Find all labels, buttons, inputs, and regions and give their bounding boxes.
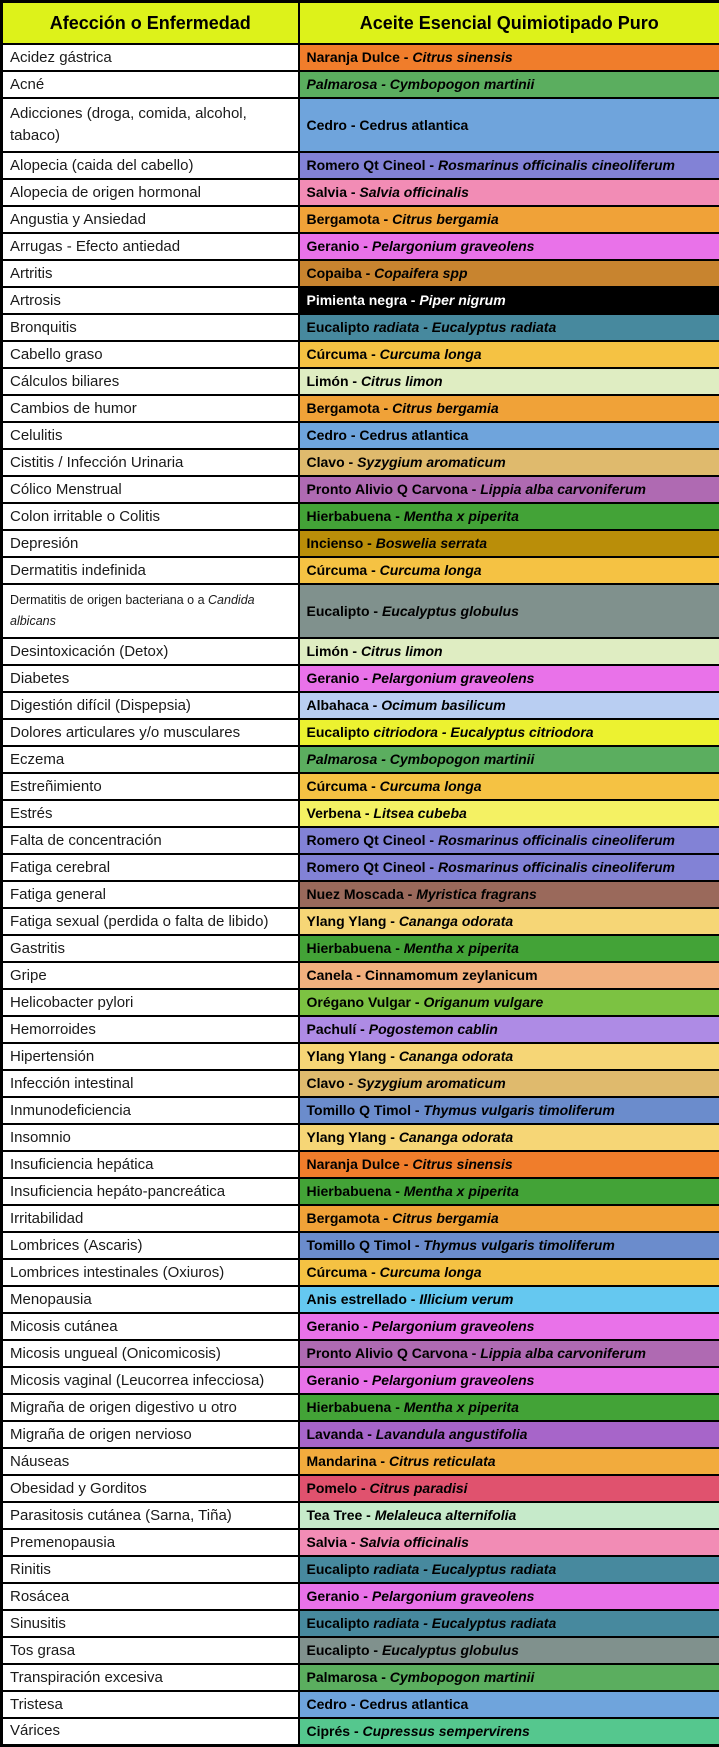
condition-cell: Artritis	[2, 260, 299, 287]
condition-cell: Gripe	[2, 962, 299, 989]
condition-cell: Angustia y Ansiedad	[2, 206, 299, 233]
oil-cell: Naranja Dulce - Citrus sinensis	[299, 44, 719, 71]
oil-cell: Pachulí - Pogostemon cablin	[299, 1016, 719, 1043]
condition-cell: Colon irritable o Colitis	[2, 503, 299, 530]
condition-cell: Fatiga cerebral	[2, 854, 299, 881]
condition-cell: Tristesa	[2, 1691, 299, 1718]
condition-cell: Dolores articulares y/o musculares	[2, 719, 299, 746]
table-row	[2, 206, 719, 233]
table-row	[2, 1124, 719, 1151]
column-header-oil: Aceite Esencial Quimiotipado Puro	[299, 2, 719, 45]
table-row	[2, 1637, 719, 1664]
oil-cell: Orégano Vulgar - Origanum vulgare	[299, 989, 719, 1016]
table-row	[2, 152, 719, 179]
condition-cell: Micosis vaginal (Leucorrea infecciosa)	[2, 1367, 299, 1394]
table-row	[2, 1205, 719, 1232]
oil-cell: Clavo - Syzygium aromaticum	[299, 1070, 719, 1097]
condition-cell: Tos grasa	[2, 1637, 299, 1664]
table-row	[2, 1475, 719, 1502]
table-row	[2, 962, 719, 989]
oil-cell: Pronto Alivio Q Carvona - Lippia alba carvoniferum	[299, 1340, 719, 1367]
oil-cell: Bergamota - Citrus bergamia	[299, 206, 719, 233]
oil-cell: Romero Qt Cineol - Rosmarinus officinalis cineoliferum	[299, 854, 719, 881]
condition-cell: Insuficiencia hepática	[2, 1151, 299, 1178]
condition-cell: Estrés	[2, 800, 299, 827]
oil-cell: Salvia - Salvia officinalis	[299, 179, 719, 206]
table-row	[2, 1421, 719, 1448]
table-row	[2, 1151, 719, 1178]
condition-cell: Gastritis	[2, 935, 299, 962]
oil-cell: Verbena - Litsea cubeba	[299, 800, 719, 827]
table-row	[2, 1502, 719, 1529]
oil-cell: Geranio - Pelargonium graveolens	[299, 1583, 719, 1610]
oil-cell: Clavo - Syzygium aromaticum	[299, 449, 719, 476]
condition-cell: Transpiración excesiva	[2, 1664, 299, 1691]
condition-cell: Desintoxicación (Detox)	[2, 638, 299, 665]
table-row	[2, 503, 719, 530]
condition-cell: Acné	[2, 71, 299, 98]
oil-cell: Geranio - Pelargonium graveolens	[299, 1313, 719, 1340]
table-row	[2, 98, 719, 152]
oil-cell: Limón - Citrus limon	[299, 368, 719, 395]
condition-cell: Irritabilidad	[2, 1205, 299, 1232]
oil-cell: Hierbabuena - Mentha x piperita	[299, 503, 719, 530]
oil-cell: Hierbabuena - Mentha x piperita	[299, 935, 719, 962]
oil-cell: Naranja Dulce - Citrus sinensis	[299, 1151, 719, 1178]
condition-cell: Hipertensión	[2, 1043, 299, 1070]
oil-cell: Pomelo - Citrus paradisi	[299, 1475, 719, 1502]
table-row	[2, 1016, 719, 1043]
table-row	[2, 368, 719, 395]
table-row	[2, 260, 719, 287]
condition-cell: Acidez gástrica	[2, 44, 299, 71]
oil-cell: Canela - Cinnamomum zeylanicum	[299, 962, 719, 989]
table-row	[2, 1097, 719, 1124]
condition-cell: Diabetes	[2, 665, 299, 692]
condition-cell: Adicciones (droga, comida, alcohol, tabaco)	[2, 98, 299, 152]
condition-cell: Micosis cutánea	[2, 1313, 299, 1340]
table-row	[2, 449, 719, 476]
table-row	[2, 719, 719, 746]
oil-cell: Incienso - Boswelia serrata	[299, 530, 719, 557]
oil-cell: Geranio - Pelargonium graveolens	[299, 1367, 719, 1394]
oil-cell: Cúrcuma - Curcuma longa	[299, 341, 719, 368]
oil-cell: Mandarina - Citrus reticulata	[299, 1448, 719, 1475]
oil-cell: Hierbabuena - Mentha x piperita	[299, 1178, 719, 1205]
table-row	[2, 1664, 719, 1691]
oil-cell: Eucalipto citriodora - Eucalyptus citriodora	[299, 719, 719, 746]
oil-cell: Albahaca - Ocimum basilicum	[299, 692, 719, 719]
oil-cell: Romero Qt Cineol - Rosmarinus officinalis cineoliferum	[299, 827, 719, 854]
table-row	[2, 827, 719, 854]
oil-cell: Tomillo Q Timol - Thymus vulgaris timoliferum	[299, 1097, 719, 1124]
oil-cell: Bergamota - Citrus bergamia	[299, 1205, 719, 1232]
oil-cell: Ylang Ylang - Cananga odorata	[299, 1043, 719, 1070]
table-row	[2, 557, 719, 584]
oil-cell: Eucalipto - Eucalyptus globulus	[299, 1637, 719, 1664]
condition-cell: Rosácea	[2, 1583, 299, 1610]
condition-cell: Digestión difícil (Dispepsia)	[2, 692, 299, 719]
condition-cell: Sinusitis	[2, 1610, 299, 1637]
condition-cell: Cálculos biliares	[2, 368, 299, 395]
table-row	[2, 314, 719, 341]
oil-cell: Cedro - Cedrus atlantica	[299, 1691, 719, 1718]
condition-cell: Migraña de origen digestivo u otro	[2, 1394, 299, 1421]
condition-cell: Insomnio	[2, 1124, 299, 1151]
oil-cell: Tomillo Q Timol - Thymus vulgaris timoliferum	[299, 1232, 719, 1259]
table-row	[2, 1070, 719, 1097]
table-row	[2, 665, 719, 692]
oil-cell: Tea Tree - Melaleuca alternifolia	[299, 1502, 719, 1529]
condition-cell: Alopecia de origen hormonal	[2, 179, 299, 206]
oil-cell: Anis estrellado - Illicium verum	[299, 1286, 719, 1313]
condition-cell: Rinitis	[2, 1556, 299, 1583]
condition-cell: Depresión	[2, 530, 299, 557]
condition-cell: Inmunodeficiencia	[2, 1097, 299, 1124]
oil-cell: Hierbabuena - Mentha x piperita	[299, 1394, 719, 1421]
table-row	[2, 935, 719, 962]
table-row	[2, 233, 719, 260]
table-row	[2, 1313, 719, 1340]
oil-cell: Geranio - Pelargonium graveolens	[299, 233, 719, 260]
oil-cell: Lavanda - Lavandula angustifolia	[299, 1421, 719, 1448]
table-row	[2, 179, 719, 206]
condition-cell: Cistitis / Infección Urinaria	[2, 449, 299, 476]
table-body	[2, 44, 719, 1745]
condition-cell: Alopecia (caida del cabello)	[2, 152, 299, 179]
oil-cell: Ylang Ylang - Cananga odorata	[299, 908, 719, 935]
condition-cell: Parasitosis cutánea (Sarna, Tiña)	[2, 1502, 299, 1529]
table-row	[2, 854, 719, 881]
condition-cell: Dermatitis de origen bacteriana o a Candida albicans	[2, 584, 299, 638]
table-row	[2, 422, 719, 449]
oil-cell: Cedro - Cedrus atlantica	[299, 98, 719, 152]
oil-cell: Pronto Alivio Q Carvona - Lippia alba carvoniferum	[299, 476, 719, 503]
oil-cell: Palmarosa - Cymbopogon martinii	[299, 746, 719, 773]
table-row	[2, 71, 719, 98]
column-header-condition: Afección o Enfermedad	[2, 2, 299, 45]
header-row	[2, 2, 719, 45]
oil-cell: Geranio - Pelargonium graveolens	[299, 665, 719, 692]
table-row	[2, 1691, 719, 1718]
condition-cell: Várices	[2, 1718, 299, 1745]
condition-cell: Lombrices intestinales (Oxiuros)	[2, 1259, 299, 1286]
oil-cell: Cedro - Cedrus atlantica	[299, 422, 719, 449]
table-row	[2, 1394, 719, 1421]
condition-cell: Migraña de origen nervioso	[2, 1421, 299, 1448]
oil-cell: Limón - Citrus limon	[299, 638, 719, 665]
oil-cell: Eucalipto radiata - Eucalyptus radiata	[299, 1610, 719, 1637]
condition-cell: Menopausia	[2, 1286, 299, 1313]
condition-cell: Premenopausia	[2, 1529, 299, 1556]
oil-cell: Nuez Moscada - Myristica fragrans	[299, 881, 719, 908]
table-row	[2, 1448, 719, 1475]
oil-cell: Ylang Ylang - Cananga odorata	[299, 1124, 719, 1151]
table-row	[2, 773, 719, 800]
condition-cell: Estreñimiento	[2, 773, 299, 800]
condition-cell: Bronquitis	[2, 314, 299, 341]
table-row	[2, 476, 719, 503]
condition-cell: Insuficiencia hepáto-pancreática	[2, 1178, 299, 1205]
table-row	[2, 1583, 719, 1610]
table-row	[2, 881, 719, 908]
table-row	[2, 1043, 719, 1070]
condition-cell: Cambios de humor	[2, 395, 299, 422]
condition-cell: Obesidad y Gorditos	[2, 1475, 299, 1502]
table-row	[2, 530, 719, 557]
condition-cell: Fatiga general	[2, 881, 299, 908]
oil-cell: Ciprés - Cupressus sempervirens	[299, 1718, 719, 1745]
table-row	[2, 1178, 719, 1205]
oil-cell: Eucalipto - Eucalyptus globulus	[299, 584, 719, 638]
table-row	[2, 746, 719, 773]
oil-cell: Romero Qt Cineol - Rosmarinus officinalis cineoliferum	[299, 152, 719, 179]
oil-cell: Cúrcuma - Curcuma longa	[299, 557, 719, 584]
oil-cell: Eucalipto radiata - Eucalyptus radiata	[299, 314, 719, 341]
table-row	[2, 989, 719, 1016]
condition-cell: Náuseas	[2, 1448, 299, 1475]
oil-cell: Cúrcuma - Curcuma longa	[299, 773, 719, 800]
table-row	[2, 44, 719, 71]
condition-cell: Cólico Menstrual	[2, 476, 299, 503]
table-row	[2, 692, 719, 719]
condition-cell: Cabello graso	[2, 341, 299, 368]
oil-cell: Palmarosa - Cymbopogon martinii	[299, 1664, 719, 1691]
condition-cell: Falta de concentración	[2, 827, 299, 854]
condition-cell: Micosis ungueal (Onicomicosis)	[2, 1340, 299, 1367]
oil-cell: Salvia - Salvia officinalis	[299, 1529, 719, 1556]
oil-cell: Copaiba - Copaifera spp	[299, 260, 719, 287]
condition-cell: Hemorroides	[2, 1016, 299, 1043]
table-row	[2, 1556, 719, 1583]
condition-cell: Dermatitis indefinida	[2, 557, 299, 584]
table-row	[2, 1232, 719, 1259]
table-row	[2, 1340, 719, 1367]
table-row	[2, 638, 719, 665]
condition-cell: Lombrices (Ascaris)	[2, 1232, 299, 1259]
table-row	[2, 1286, 719, 1313]
table-row	[2, 1259, 719, 1286]
table-row	[2, 1610, 719, 1637]
oil-cell: Cúrcuma - Curcuma longa	[299, 1259, 719, 1286]
condition-cell: Celulitis	[2, 422, 299, 449]
table-row	[2, 341, 719, 368]
oil-cell: Bergamota - Citrus bergamia	[299, 395, 719, 422]
table-row	[2, 1529, 719, 1556]
table-row	[2, 800, 719, 827]
condition-cell: Arrugas - Efecto antiedad	[2, 233, 299, 260]
oil-cell: Pimienta negra - Piper nigrum	[299, 287, 719, 314]
oil-cell: Eucalipto radiata - Eucalyptus radiata	[299, 1556, 719, 1583]
table-row	[2, 1367, 719, 1394]
condition-cell: Infección intestinal	[2, 1070, 299, 1097]
table-row	[2, 908, 719, 935]
table-row	[2, 584, 719, 638]
table-row	[2, 287, 719, 314]
oil-cell: Palmarosa - Cymbopogon martinii	[299, 71, 719, 98]
table-row	[2, 395, 719, 422]
condition-cell: Helicobacter pylori	[2, 989, 299, 1016]
condition-cell: Artrosis	[2, 287, 299, 314]
condition-cell: Fatiga sexual (perdida o falta de libido)	[2, 908, 299, 935]
condition-cell: Eczema	[2, 746, 299, 773]
